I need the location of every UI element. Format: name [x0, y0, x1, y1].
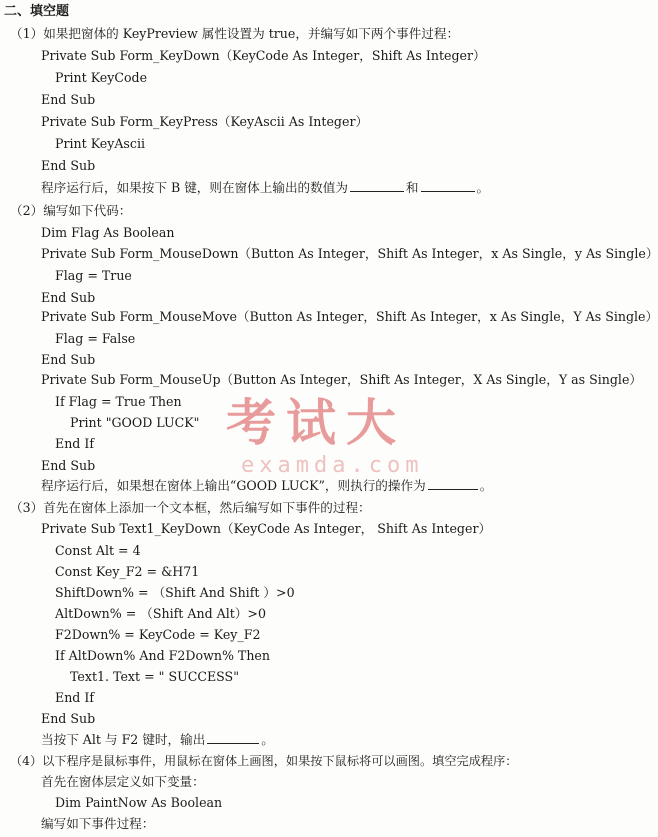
q3-prompt: （3）首先在窗体上添加一个文本框，然后编写如下事件的过程： [10, 500, 371, 515]
q2-code-line: End Sub [41, 290, 96, 305]
q2-code-line: Private Sub Form_MouseDown（Button As Integer，Shift As Integer，x As Single，y As Single） [41, 246, 658, 261]
q2-code-line: If Flag = True Then [55, 394, 182, 409]
answer-blank[interactable] [207, 742, 259, 744]
q1-question-mid: 和 [405, 180, 419, 195]
answer-blank[interactable] [350, 190, 404, 192]
q1-question-text: 程序运行后，如果按下 B 键，则在窗体上输出的数值为 [41, 180, 348, 195]
q3-code-line: ShiftDown% = （Shift And Shift ）>0 [55, 585, 295, 600]
q3-code-line: Text1. Text = " SUCCESS" [70, 669, 239, 684]
q4-line: Dim PaintNow As Boolean [55, 795, 223, 810]
q1-code-line: End Sub [41, 92, 96, 107]
q2-question-text: 程序运行后，如果想在窗体上输出“GOOD LUCK”，则执行的操作为 [41, 478, 426, 493]
q2-code-line: Private Sub Form_MouseUp（Button As Integer，Shift As Integer，X As Single，Y as Single） [41, 372, 643, 387]
q3-code-line: AltDown% = （Shift And Alt）>0 [55, 606, 266, 621]
q1-code-line: Private Sub Form_KeyDown（KeyCode As Integer，Shift As Integer） [41, 48, 486, 63]
q1-code-line: Print KeyCode [55, 70, 148, 85]
q3-code-line: End Sub [41, 711, 96, 726]
q4-line: 首先在窗体层定义如下变量： [41, 774, 205, 789]
q3-code-line: Const Alt = 4 [55, 543, 141, 558]
q2-code-line: Flag = True [55, 268, 132, 283]
q3-code-line: Const Key_F2 = &H71 [55, 564, 200, 579]
q2-question [41, 478, 492, 494]
q3-question-text: 当按下 Alt 与 F2 键时，输出 [41, 732, 206, 747]
q1-question [41, 180, 489, 196]
q3-question [41, 732, 274, 748]
q1-code-line: Private Sub Form_KeyPress（KeyAscii As Integer） [41, 114, 369, 129]
q4-prompt: （4）以下程序是鼠标事件，用鼠标在窗体上画图，如果按下鼠标将可以画图。填空完成程序： [10, 754, 518, 768]
q3-code-line: Private Sub Text1_KeyDown（KeyCode As Integer， Shift As Integer） [41, 521, 492, 536]
q2-code-line: Flag = False [55, 331, 136, 346]
q3-code-line: If AltDown% And F2Down% Then [55, 648, 270, 663]
q1-code-line: Print KeyAscii [55, 136, 146, 151]
q1-code-line: End Sub [41, 158, 96, 173]
q2-code-line: End Sub [41, 458, 96, 473]
q2-question-end: 。 [479, 478, 493, 493]
q4-line: 编写如下事件过程： [41, 816, 155, 831]
answer-blank[interactable] [421, 190, 475, 192]
answer-blank[interactable] [428, 488, 478, 490]
q2-code-line: End Sub [41, 352, 96, 367]
q2-code-line: End If [55, 436, 95, 451]
q1-prompt: （1）如果把窗体的 KeyPreview 属性设置为 true，并编写如下两个事件过程： [10, 26, 460, 41]
q1-question-end: 。 [476, 180, 490, 195]
q3-code-line: F2Down% = KeyCode = Key_F2 [55, 627, 261, 642]
section-title: 二、填空题 [4, 4, 70, 19]
q2-prompt: （2）编写如下代码： [10, 203, 132, 218]
q3-code-line: End If [55, 690, 95, 705]
watermark-url: examda.com [241, 453, 424, 478]
q2-code-line: Dim Flag As Boolean [41, 225, 175, 240]
watermark-logo: 考试大 [226, 394, 406, 452]
q3-question-end: 。 [261, 732, 274, 747]
q2-code-line: Private Sub Form_MouseMove（Button As Integer，Shift As Integer，x As Single，Y As Single） [41, 309, 658, 324]
q2-code-line: Print "GOOD LUCK" [70, 415, 200, 430]
